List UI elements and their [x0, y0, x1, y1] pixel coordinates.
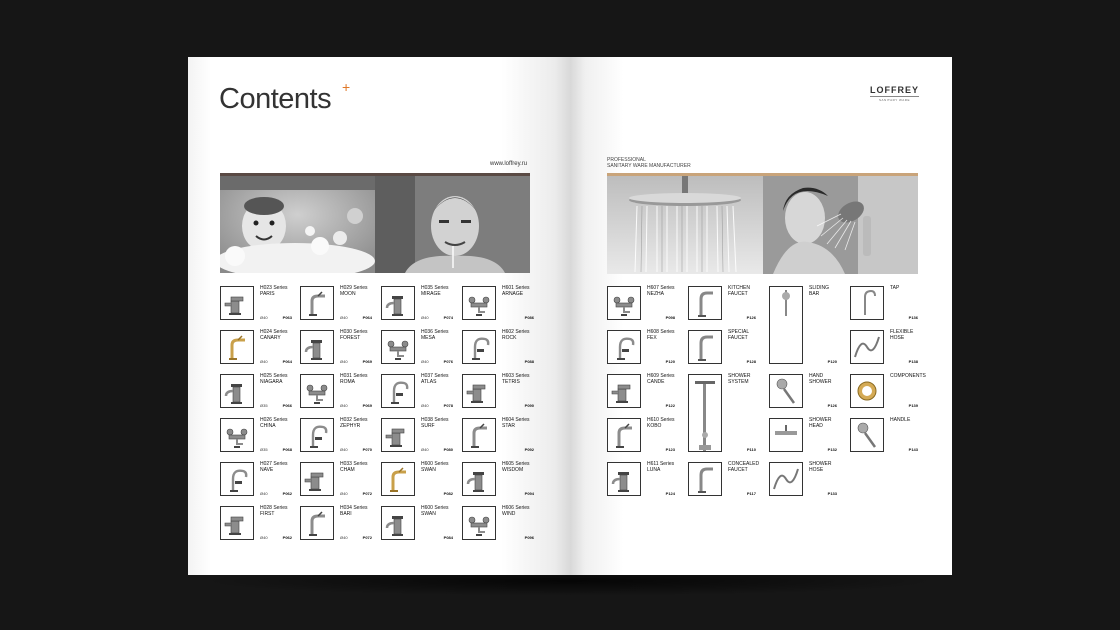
- contents-entry[interactable]: [300, 286, 372, 322]
- faucet-thumbnail: [381, 418, 415, 452]
- series-name: CANARY: [260, 335, 281, 341]
- page-number: P098: [665, 315, 675, 320]
- series-name: FIRST: [260, 511, 275, 517]
- contents-entry[interactable]: [381, 506, 453, 542]
- contents-entry[interactable]: [769, 462, 837, 498]
- contents-entry[interactable]: [462, 286, 534, 322]
- series-code: H032 Series: [340, 417, 368, 423]
- diameter-label: Ø40: [421, 403, 429, 408]
- faucet-thumbnail: [462, 374, 496, 408]
- contents-entry[interactable]: [462, 418, 534, 454]
- series-name: MESA: [421, 335, 436, 341]
- diameter-label: Ø40: [340, 359, 348, 364]
- faucet-thumbnail: [462, 286, 496, 320]
- contents-entry[interactable]: [300, 418, 372, 454]
- baby-bath-photo: [220, 176, 375, 273]
- series-name: SWAN: [421, 511, 436, 517]
- contents-entry[interactable]: [850, 418, 918, 454]
- plus-mark: +: [342, 79, 351, 95]
- product-thumbnail: [607, 462, 641, 496]
- faucet-thumbnail: [381, 506, 415, 540]
- page-number: P066: [282, 403, 292, 408]
- page-number: P128: [746, 359, 756, 364]
- faucet-thumbnail: [220, 286, 254, 320]
- faucet-thumbnail: [300, 330, 334, 364]
- series-code: H030 Series: [340, 329, 368, 335]
- faucet-thumbnail: [462, 418, 496, 452]
- contents-entry[interactable]: [220, 506, 292, 542]
- contents-entry[interactable]: [220, 374, 292, 410]
- contents-entry[interactable]: [381, 418, 453, 454]
- faucet-thumbnail: [220, 462, 254, 496]
- series-code: H031 Series: [340, 373, 368, 379]
- faucet-thumbnail: [220, 374, 254, 408]
- contents-entry[interactable]: [607, 418, 675, 454]
- faucet-thumbnail: [381, 286, 415, 320]
- diameter-label: Ø40: [260, 359, 268, 364]
- series-code: H024 Series: [260, 329, 288, 335]
- faucet-thumbnail: [220, 330, 254, 364]
- faucet-thumbnail: [300, 418, 334, 452]
- series-name: LUNA: [647, 467, 661, 473]
- faucet-thumbnail: [462, 330, 496, 364]
- rain-shower-photo: [607, 176, 763, 274]
- series-code: H610 Series: [647, 417, 675, 423]
- series-name: BARI: [340, 511, 352, 517]
- page-number: P094: [524, 491, 534, 496]
- contents-entry[interactable]: [850, 286, 918, 322]
- page-number: P124: [665, 491, 675, 496]
- series-name: MOON: [340, 291, 356, 297]
- series-code: H611 Series: [647, 461, 675, 467]
- page-number: P090: [524, 403, 534, 408]
- diameter-label: Ø40: [260, 315, 268, 320]
- contents-entry[interactable]: [607, 286, 675, 322]
- faucet-thumbnail: [462, 506, 496, 540]
- faucet-thumbnail: [300, 374, 334, 408]
- contents-entry[interactable]: [300, 462, 372, 498]
- series-code: H609 Series: [647, 373, 675, 379]
- page-number: P117: [746, 491, 756, 496]
- page-number: P120: [827, 359, 837, 364]
- contents-title: Contents: [219, 83, 332, 115]
- series-code: H027 Series: [260, 461, 288, 467]
- page-number: P120: [665, 359, 675, 364]
- series-code: H035 Series: [421, 285, 449, 291]
- page-number: P070: [362, 447, 372, 452]
- contents-entry[interactable]: [607, 462, 675, 498]
- faucet-thumbnail: [381, 330, 415, 364]
- category-name: CONCEALED FAUCET: [728, 461, 760, 473]
- category-name: HAND SHOWER: [809, 373, 832, 385]
- tagline: [607, 157, 691, 169]
- contents-entry[interactable]: [381, 462, 453, 498]
- logo-text: LOFFREY: [870, 85, 919, 95]
- page-number: P069: [362, 403, 372, 408]
- series-name: NEZHA: [647, 291, 664, 297]
- series-code: H601 Series: [502, 285, 530, 291]
- product-thumbnail: [607, 330, 641, 364]
- product-thumbnail: [850, 418, 884, 452]
- contents-entry[interactable]: [300, 330, 372, 366]
- logo-subtext: SANITARY WARE: [870, 96, 919, 102]
- series-name: FEX: [647, 335, 657, 341]
- product-thumbnail: [688, 330, 722, 364]
- category-name: TAP: [890, 285, 900, 291]
- faucet-thumbnail: [220, 418, 254, 452]
- series-name: ATLAS: [421, 379, 437, 385]
- series-code: H600 Series: [421, 461, 449, 467]
- page-number: P123: [665, 447, 675, 452]
- series-code: H603 Series: [502, 373, 530, 379]
- series-code: H602 Series: [502, 329, 530, 335]
- series-code: H606 Series: [502, 505, 530, 511]
- diameter-label: Ø40: [340, 535, 348, 540]
- page-number: P136: [908, 315, 918, 320]
- contents-entry[interactable]: [688, 330, 756, 366]
- page-number: P082: [443, 491, 453, 496]
- page-number: P068: [282, 447, 292, 452]
- product-thumbnail: [850, 374, 884, 408]
- contents-entry[interactable]: [462, 374, 534, 410]
- website-url[interactable]: www.loffrey.ru: [490, 161, 528, 167]
- series-name: WISDOM: [502, 467, 524, 473]
- woman-shower-photo: [763, 176, 918, 274]
- series-code: H023 Series: [260, 285, 288, 291]
- series-name: WIND: [502, 511, 516, 517]
- page-number: P069: [362, 359, 372, 364]
- series-name: KOBO: [647, 423, 662, 429]
- right-page: [570, 57, 952, 575]
- series-name: CANDE: [647, 379, 665, 385]
- contents-entry[interactable]: [769, 286, 837, 366]
- page-number: P084: [443, 535, 453, 540]
- category-name: SHOWER HOSE: [809, 461, 832, 473]
- product-thumbnail: [769, 462, 803, 496]
- category-name: SHOWER SYSTEM: [728, 373, 751, 385]
- series-name: STAR: [502, 423, 515, 429]
- series-name: TETRIS: [502, 379, 520, 385]
- left-page: [188, 57, 570, 575]
- series-code: H036 Series: [421, 329, 449, 335]
- series-code: H033 Series: [340, 461, 368, 467]
- diameter-label: Ø40: [340, 315, 348, 320]
- series-code: H034 Series: [340, 505, 368, 511]
- category-name: SLIDING BAR: [809, 285, 830, 297]
- product-thumbnail: [769, 374, 803, 408]
- series-name: ZEPHYR: [340, 423, 361, 429]
- page-number: P132: [827, 447, 837, 452]
- diameter-label: Ø35: [260, 403, 268, 408]
- contents-entry[interactable]: [220, 330, 292, 366]
- series-name: NAVE: [260, 467, 274, 473]
- page-number: P063: [282, 315, 292, 320]
- contents-entry[interactable]: [607, 374, 675, 410]
- faucet-thumbnail: [462, 462, 496, 496]
- product-thumbnail: [607, 374, 641, 408]
- contents-entry[interactable]: [300, 506, 372, 542]
- series-code: H037 Series: [421, 373, 449, 379]
- series-name: SURF: [421, 423, 435, 429]
- page-number: P138: [908, 359, 918, 364]
- series-code: H605 Series: [502, 461, 530, 467]
- page-number: P143: [908, 447, 918, 452]
- product-thumbnail: [607, 418, 641, 452]
- contents-entry[interactable]: [220, 418, 292, 454]
- category-name: KITCHEN FAUCET: [728, 285, 750, 297]
- page-number: P076: [443, 359, 453, 364]
- category-name: SHOWER HEAD: [809, 417, 832, 429]
- category-name: SPECIAL FAUCET: [728, 329, 750, 341]
- contents-entry[interactable]: [688, 286, 756, 322]
- man-portrait-photo: [375, 176, 530, 273]
- product-thumbnail: [688, 374, 722, 452]
- tagline-line-1: PROFESSIONAL: [607, 157, 646, 163]
- page-number: P064: [282, 359, 292, 364]
- series-name: ROMA: [340, 379, 355, 385]
- product-thumbnail: [850, 330, 884, 364]
- series-name: PARIS: [260, 291, 275, 297]
- contents-entry[interactable]: [462, 462, 534, 498]
- product-thumbnail: [607, 286, 641, 320]
- series-name: FOREST: [340, 335, 361, 341]
- faucet-thumbnail: [381, 462, 415, 496]
- page-number: P096: [524, 535, 534, 540]
- contents-entry[interactable]: [220, 286, 292, 322]
- page-number: P139: [908, 403, 918, 408]
- diameter-label: Ø40: [421, 315, 429, 320]
- page-number: P126: [827, 403, 837, 408]
- page-number: P086: [524, 315, 534, 320]
- series-name: MIRAGE: [421, 291, 441, 297]
- category-name: COMPONENTS: [890, 373, 926, 379]
- brand-logo: [870, 85, 919, 102]
- page-number: P080: [443, 447, 453, 452]
- series-code: H025 Series: [260, 373, 288, 379]
- faucet-thumbnail: [381, 374, 415, 408]
- contents-entry[interactable]: [688, 374, 756, 454]
- series-code: H038 Series: [421, 417, 449, 423]
- page-number: P122: [665, 403, 675, 408]
- page-number: P064: [362, 315, 372, 320]
- series-name: ARNAGE: [502, 291, 524, 297]
- contents-entry[interactable]: [381, 330, 453, 366]
- contents-entry[interactable]: [850, 373, 926, 410]
- diameter-label: Ø40: [260, 535, 268, 540]
- diameter-label: Ø40: [421, 447, 429, 452]
- category-name: FLEXIBLE HOSE: [890, 329, 914, 341]
- page-number: P078: [443, 403, 453, 408]
- series-code: H607 Series: [647, 285, 675, 291]
- category-name: HANDLE: [890, 417, 911, 423]
- faucet-thumbnail: [300, 462, 334, 496]
- series-name: CHINA: [260, 423, 276, 429]
- series-name: ROCK: [502, 335, 517, 341]
- contents-entry[interactable]: [688, 461, 760, 498]
- series-name: NIAGARA: [260, 379, 283, 385]
- contents-entry[interactable]: [220, 462, 292, 498]
- page-number: P133: [827, 491, 837, 496]
- contents-entry[interactable]: [769, 418, 837, 454]
- series-code: H604 Series: [502, 417, 530, 423]
- page-number: P072: [362, 535, 372, 540]
- faucet-thumbnail: [300, 286, 334, 320]
- diameter-label: Ø40: [421, 359, 429, 364]
- faucet-thumbnail: [220, 506, 254, 540]
- page-number: P088: [524, 359, 534, 364]
- product-thumbnail: [688, 462, 722, 496]
- series-code: H600 Series: [421, 505, 449, 511]
- contents-entry[interactable]: [462, 506, 534, 542]
- series-code: H608 Series: [647, 329, 675, 335]
- page-number: P110: [746, 447, 756, 452]
- page-number: P092: [524, 447, 534, 452]
- page-number: P072: [362, 491, 372, 496]
- contents-entry[interactable]: [381, 374, 453, 410]
- series-name: SWAN: [421, 467, 436, 473]
- page-number: P126: [746, 315, 756, 320]
- contents-entry[interactable]: [769, 374, 837, 410]
- product-thumbnail: [769, 418, 803, 452]
- series-code: H028 Series: [260, 505, 288, 511]
- product-thumbnail: [769, 286, 803, 364]
- tagline-line-2: SANITARY WARE MANUFACTURER: [607, 163, 691, 169]
- series-code: H026 Series: [260, 417, 288, 423]
- diameter-label: Ø40: [340, 403, 348, 408]
- page-number: P062: [282, 491, 292, 496]
- series-code: H029 Series: [340, 285, 368, 291]
- diameter-label: Ø40: [340, 491, 348, 496]
- contents-entry[interactable]: [850, 330, 918, 366]
- contents-entry[interactable]: [300, 374, 372, 410]
- diameter-label: Ø40: [340, 447, 348, 452]
- product-thumbnail: [688, 286, 722, 320]
- series-name: CHAM: [340, 467, 355, 473]
- contents-entry[interactable]: [381, 286, 453, 322]
- diameter-label: Ø40: [260, 491, 268, 496]
- diameter-label: Ø35: [260, 447, 268, 452]
- faucet-thumbnail: [300, 506, 334, 540]
- page-number: P062: [282, 535, 292, 540]
- contents-entry[interactable]: [607, 330, 675, 366]
- product-thumbnail: [850, 286, 884, 320]
- page-number: P074: [443, 315, 453, 320]
- contents-entry[interactable]: [462, 330, 534, 366]
